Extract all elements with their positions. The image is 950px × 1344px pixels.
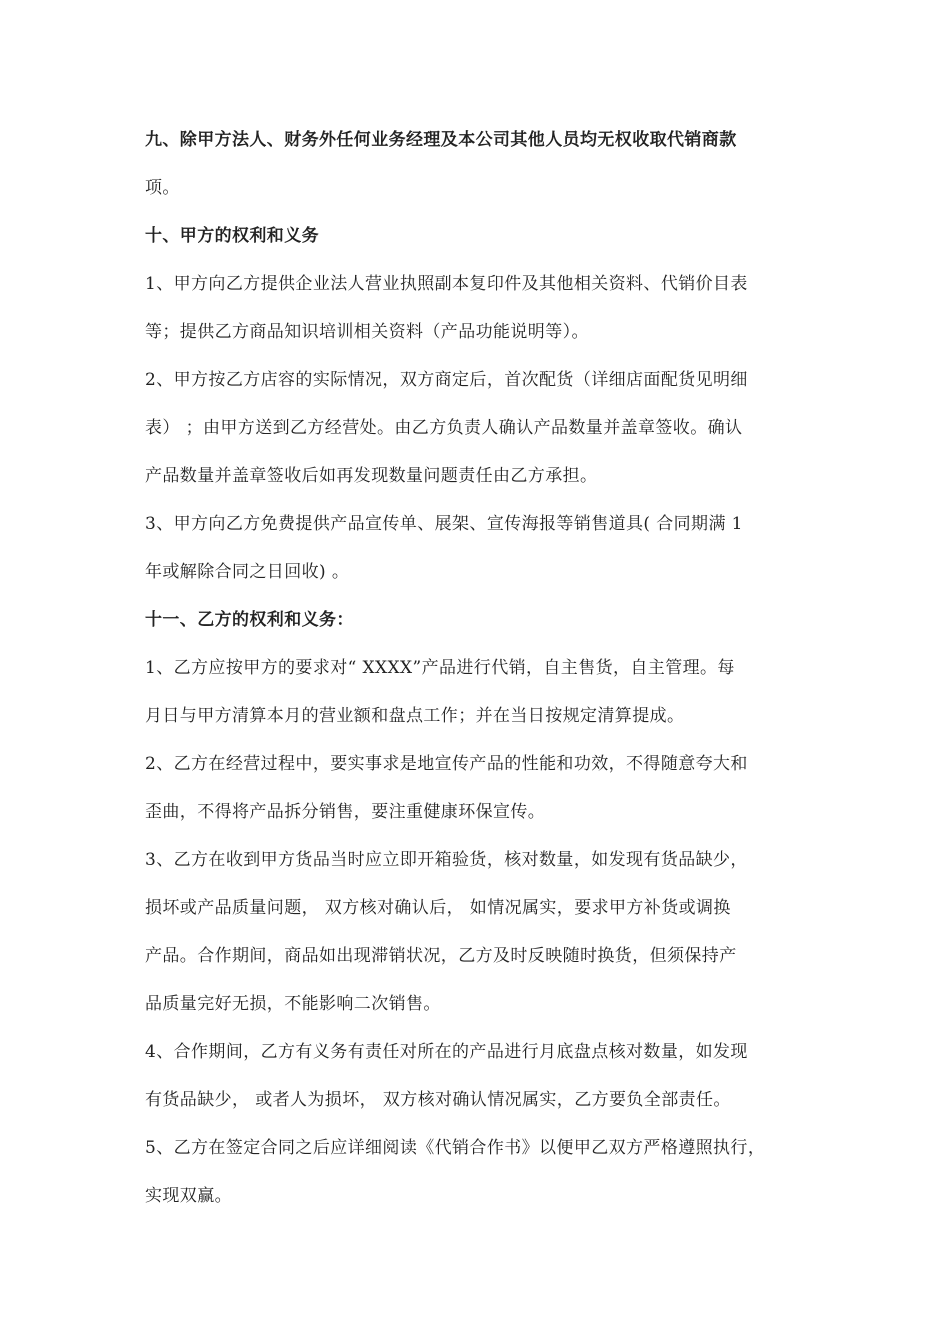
clause-11-item-4-line-1: 4、合作期间，乙方有义务有责任对所在的产品进行月底盘点核对数量，如发现 <box>145 1042 748 1062</box>
clause-10-heading: 十、甲方的权利和义务 <box>145 226 319 246</box>
clause-11-item-1-line-2: 月日与甲方清算本月的营业额和盘点工作；并在当日按规定清算提成。 <box>145 706 685 726</box>
clause-11-item-3-line-2: 损坏或产品质量问题， 双方核对确认后， 如情况属实，要求甲方补货或调换 <box>145 898 731 918</box>
clause-10-item-2-line-2: 表） ；由甲方送到乙方经营处。由乙方负责人确认产品数量并盖章签收。确认 <box>145 418 743 438</box>
clause-11-heading: 十一、乙方的权利和义务： <box>145 610 354 630</box>
clause-11-item-5-line-1: 5、乙方在签定合同之后应详细阅读《代销合作书》以便甲乙双方严格遵照执行， <box>145 1138 766 1158</box>
clause-11-item-3-line-3: 产品。合作期间，商品如出现滞销状况，乙方及时反映随时换货，但须保持产 <box>145 946 737 966</box>
clause-11-item-3-line-4: 品质量完好无损，不能影响二次销售。 <box>145 994 441 1014</box>
clause-9-continuation: 项。 <box>145 178 180 198</box>
clause-11-item-5-line-2: 实现双赢。 <box>145 1186 232 1206</box>
clause-10-item-1-line-2: 等；提供乙方商品知识培训相关资料（产品功能说明等）。 <box>145 322 589 342</box>
clause-10-item-2-line-3: 产品数量并盖章签收后如再发现数量问题责任由乙方承担。 <box>145 466 598 486</box>
clause-11-item-4-line-2: 有货品缺少， 或者人为损坏， 双方核对确认情况属实，乙方要负全部责任。 <box>145 1090 731 1110</box>
clause-11-item-1-line-1: 1、乙方应按甲方的要求对“ XXXX”产品进行代销，自主售货，自主管理。每 <box>145 658 735 678</box>
clause-10-item-1-line-1: 1、甲方向乙方提供企业法人营业执照副本复印件及其他相关资料、代销价目表 <box>145 274 748 294</box>
clause-11-item-2-line-2: 歪曲，不得将产品拆分销售，要注重健康环保宣传。 <box>145 802 546 822</box>
clause-9-heading: 九、除甲方法人、财务外任何业务经理及本公司其他人员均无权收取代销商款 <box>145 130 737 150</box>
clause-10-item-3-line-2: 年或解除合同之日回收) 。 <box>145 562 350 582</box>
clause-11-item-3-line-1: 3、乙方在收到甲方货品当时应立即开箱验货，核对数量，如发现有货品缺少， <box>145 850 748 870</box>
clause-10-item-3-line-1: 3、甲方向乙方免费提供产品宣传单、展架、宣传海报等销售道具( 合同期满 1 <box>145 514 743 534</box>
clause-11-item-2-line-1: 2、乙方在经营过程中，要实事求是地宣传产品的性能和功效，不得随意夸大和 <box>145 754 748 774</box>
clause-10-item-2-line-1: 2、甲方按乙方店容的实际情况，双方商定后，首次配货（详细店面配货见明细 <box>145 370 748 390</box>
